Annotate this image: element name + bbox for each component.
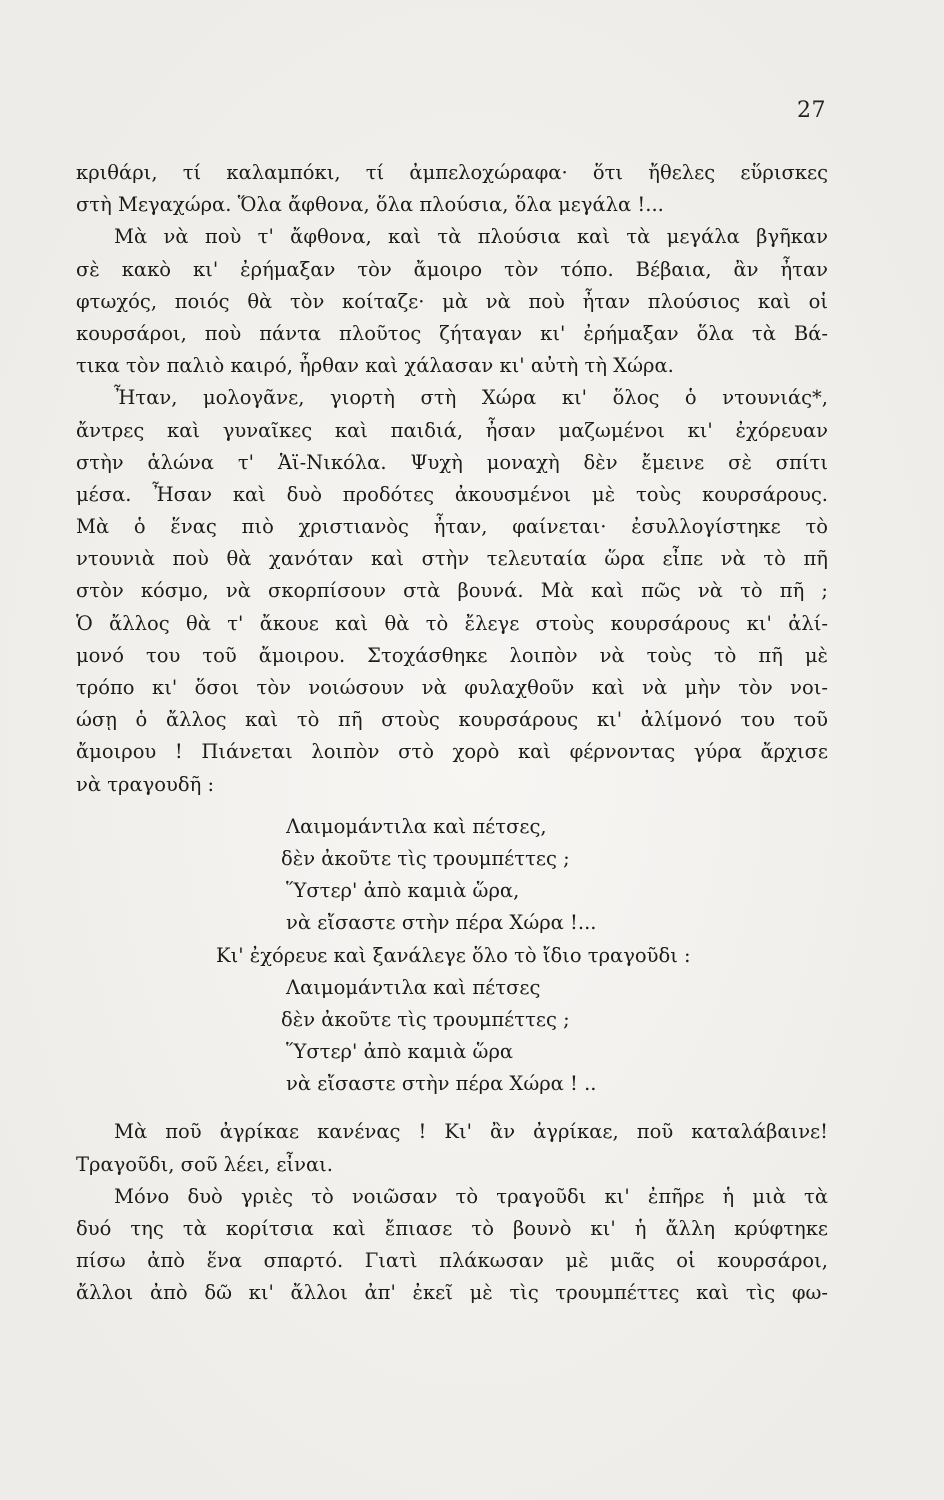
song-verse-line: νὰ εἴσαστε στὴν πέρα Χώρα ! .. [286,1072,597,1096]
text-line: κουρσάροι, ποὺ πάντα πλοῦτος ζήταγαν κι' ἐρήμαξαν ὅλα τὰ Βά- [76,321,828,345]
text-line: πίσω ἀπὸ ἕνα σπαρτό. Γιατὶ πλάκωσαν μὲ μιᾶς οἱ κουρσάροι, [76,1249,828,1273]
text-line: νὰ τραγουδῆ : [76,772,215,796]
text-line: Τραγοῦδι, σοῦ λέει, εἶναι. [76,1152,333,1176]
text-line: ώσῃ ὁ ἄλλος καὶ τὸ πῆ στοὺς κουρσάρους κι' ἀλίμονό του τοῦ [76,708,828,732]
body-text [76,157,828,1310]
text-line: τικα τὸν παλιὸ καιρό, ἦρθαν καὶ χάλασαν κι' αὐτὴ τὴ Χώρα. [76,354,674,378]
spacer [76,801,828,811]
text-line: φτωχός, ποιός θὰ τὸν κοίταζε· μὰ νὰ ποὺ ἦταν πλούσιος καὶ οἱ [76,289,828,313]
page-number: 27 [797,98,826,123]
text-line: ντουνιὰ ποὺ θὰ χανόταν καὶ στὴν τελευταία ὥρα εἶπε νὰ τὸ πῆ [76,547,828,571]
text-line: Μὰ ὁ ἕνας πιὸ χριστιανὸς ἦταν, φαίνεται· ἐσυλλογίστηκε τὸ [76,515,828,539]
text-line: Μὰ νὰ ποὺ τ' ἄφθονα, καὶ τὰ πλούσια καὶ τὰ μεγάλα βγῆκαν [114,225,828,249]
text-line: στὸν κόσμο, νὰ σκορπίσουν στὰ βουνά. Μὰ καὶ πῶς νὰ τὸ πῆ ; [76,579,828,603]
text-line: μέσα. Ἦσαν καὶ δυὸ προδότες ἀκουσμένοι μὲ τοὺς κουρσάρους. [76,482,828,506]
text-line: στὴν ἁλώνα τ' Ἁϊ-Νικόλα. Ψυχὴ μοναχὴ δὲν ἔμεινε σὲ σπίτι [76,450,828,474]
song-verse-line: Λαιμομάντιλα καὶ πέτσες [286,975,541,999]
interlude-line: Κι' ἐχόρευε καὶ ξανάλεγε ὅλο τὸ ἴδιο τραγοῦδι : [216,943,691,967]
text-line: ἄμοιρου ! Πιάνεται λοιπὸν στὸ χορὸ καὶ φέρνοντας γύρα ἄρχισε [76,740,828,764]
text-line: Ἦταν, μολογᾶνε, γιορτὴ στὴ Χώρα κι' ὅλος ὁ ντουνιάς*, [114,386,828,410]
song-verse-line: δὲν ἀκοῦτε τὶς τρουμπέττες ; [281,1007,570,1031]
text-line: Ὁ ἄλλος θὰ τ' ἄκουε καὶ θὰ τὸ ἔλεγε στοὺς κουρσάρους κι' ἀλί- [76,611,828,635]
text-line: δυό της τὰ κορίτσια καὶ ἔπιασε τὸ βουνὸ κι' ἡ ἄλλη κρύφτηκε [76,1217,828,1240]
text-line: ἄντρες καὶ γυναῖκες καὶ παιδιά, ἦσαν μαζωμένοι κι' ἐχόρευαν [76,418,828,442]
text-line: τρόπο κι' ὅσοι τὸν νοιώσουν νὰ φυλαχθοῦν καὶ νὰ μὴν τὸν νοι- [76,676,828,699]
song-verse-line: Ὕστερ' ἀπὸ καμιὰ ὥρα [286,1040,514,1064]
spacer [76,1100,828,1116]
text-line: μονό του τοῦ ἄμοιρου. Στοχάσθηκε λοιπὸν νὰ τοὺς τὸ πῆ μὲ [76,643,828,667]
song-verse-line: Λαιμομάντιλα καὶ πέτσες, [286,814,547,838]
text-line: Μὰ ποῦ ἀγρίκαε κανένας ! Κι' ἂν ἀγρίκαε, ποῦ καταλάβαινε! [114,1120,828,1144]
text-line: σὲ κακὸ κι' ἐρήμαξαν τὸν ἄμοιρο τὸν τόπο. Βέβαια, ἂν ἦταν [76,257,828,281]
text-line: στὴ Μεγαχώρα. Ὅλα ἄφθονα, ὅλα πλούσια, ὅλα μεγάλα !... [76,193,664,217]
song-verse-line: Ὕστερ' ἀπὸ καμιὰ ὥρα, [286,879,520,903]
song-verse-line: νὰ εἴσαστε στὴν πέρα Χώρα !... [286,911,597,935]
text-line: ἄλλοι ἀπὸ δῶ κι' ἄλλοι ἀπ' ἐκεῖ μὲ τὶς τρουμπέττες καὶ τὶς φω- [76,1281,828,1305]
text-line: Μόνο δυὸ γριὲς τὸ νοιῶσαν τὸ τραγοῦδι κι' ἐπῆρε ἡ μιὰ τὰ [114,1184,828,1208]
text-line: κριθάρι, τί καλαμπόκι, τί ἀμπελοχώραφα· ὅτι ἤθελες εὕρισκες [76,161,828,184]
song-verse-line: δὲν ἀκοῦτε τὶς τρουμπέττες ; [281,846,570,870]
